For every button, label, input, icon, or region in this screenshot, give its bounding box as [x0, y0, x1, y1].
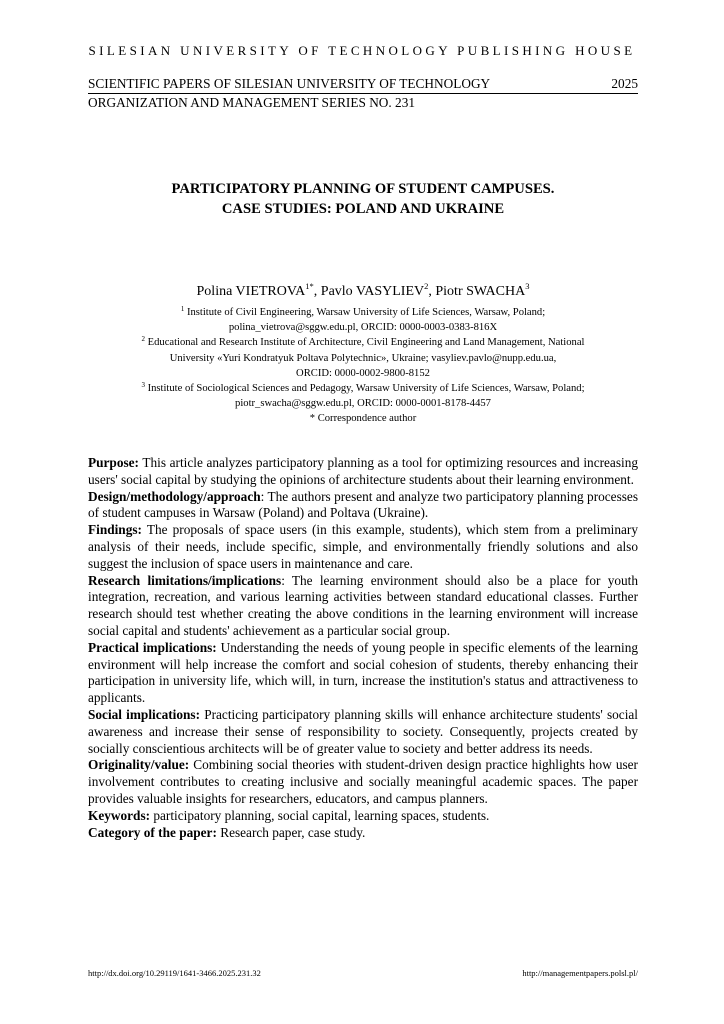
abstract-practical	[88, 640, 638, 707]
section-label: Practical implications:	[88, 639, 217, 655]
section-text: This article analyzes participatory planning as a tool for optimizing resources and increasing users' social capital by studying the opinions of architecture students about their learning environment.	[88, 455, 638, 487]
author-name: Pavlo VASYLIEV	[320, 284, 425, 299]
author-name: Polina VIETROVA	[196, 284, 306, 299]
section-text: Understanding the needs of young people in specific elements of the learning environment will help increase the comfort and social cohesion of students, thereby enhancing their participation in university life, which will, in turn, increase the institution's status and attractiveness to applicants.	[88, 639, 639, 706]
correspondence-note: * Correspondence author	[309, 413, 417, 425]
website-link[interactable]: http://managementpapers.polsl.pl/	[522, 968, 638, 978]
affiliation-text: Institute of Sociological Sciences and Pedagogy, Warsaw University of Life Sciences, Warsaw, Poland;	[147, 383, 585, 395]
author-affiliation-mark: 3	[525, 281, 530, 291]
abstract-purpose	[88, 455, 638, 489]
affiliation-text: Institute of Civil Engineering, Warsaw University of Life Sciences, Warsaw, Poland;	[186, 307, 546, 318]
section-label: Keywords:	[88, 807, 151, 823]
journal-title: SCIENTIFIC PAPERS OF SILESIAN UNIVERSITY OF TECHNOLOGY	[88, 76, 491, 91]
author-name: Piotr SWACHA	[435, 284, 526, 299]
affiliation-2-line-2: University «Yuri Kondratyuk Poltava Polytechnic», Ukraine; vasyliev.pavlo@nupp.edu.ua,	[169, 352, 557, 364]
author-affiliation-mark: 2	[424, 281, 429, 291]
affiliation-1-line	[88, 305, 638, 320]
section-label: Social implications:	[88, 706, 201, 722]
section-text: : The authors present and analyze two participatory planning processes of student campuses in Warsaw (Poland) and Poltava (Ukraine).	[88, 488, 638, 521]
affiliations	[88, 305, 638, 427]
affiliation-2-line	[88, 335, 638, 350]
page-footer	[88, 968, 638, 978]
affiliation-mark: 1	[180, 305, 185, 313]
abstract-findings	[88, 522, 638, 572]
doi-link[interactable]: http://dx.doi.org/10.29119/1641-3466.2025.231.32	[88, 968, 261, 978]
author-separator: ,	[428, 284, 436, 299]
section-label: Purpose:	[88, 455, 139, 470]
journal-header	[88, 76, 638, 94]
section-text: The proposals of space users (in this example, students), which stem from a preliminary analysis of their needs, include specific, simple, and environmentally friendly solutions and also suggest the inclusion of space users in maintenance and care.	[88, 522, 638, 571]
section-text: Practicing participatory planning skills will enhance architecture students' social awareness and increase their sense of responsibility to society. Consequently, projects created by socially conscientious architects will be of greater value to society and better address its needs.	[88, 706, 638, 756]
author-separator: ,	[313, 284, 321, 299]
title-line-1: PARTICIPATORY PLANNING OF STUDENT CAMPUSES.	[171, 181, 555, 197]
affiliation-mark: 3	[141, 381, 145, 390]
abstract-social	[88, 707, 638, 757]
affiliation-3-contact: piotr_swacha@sggw.edu.pl, ORCID: 0000-0001-8178-4457	[235, 398, 491, 410]
affiliation-1-contact: polina_vietrova@sggw.edu.pl, ORCID: 0000-0003-0383-816X	[228, 322, 498, 334]
author-affiliation-mark: 1*	[305, 281, 314, 291]
section-text: Research paper, case study.	[216, 824, 366, 840]
section-text: : The learning environment should also be a place for youth integration, recreation, and various learning activities between standard educational classes. Further research should test whether creating the above conditions in the learning environment will increase social capital and students' achievement as a particular social group.	[88, 572, 638, 638]
section-label: Findings:	[88, 522, 142, 538]
affiliation-2-contact: ORCID: 0000-0002-9800-8152	[296, 367, 430, 379]
author-list	[88, 283, 638, 301]
affiliation-mark: 2	[141, 335, 145, 344]
abstract-keywords	[88, 808, 638, 825]
publication-year: 2025	[611, 76, 638, 91]
abstract-originality	[88, 757, 638, 807]
affiliation-text: Educational and Research Institute of Architecture, Civil Engineering and Land Management, National	[147, 337, 585, 349]
section-label: Research limitations/implications	[88, 572, 282, 588]
title-line-2: CASE STUDIES: POLAND AND UKRAINE	[221, 201, 505, 217]
abstract	[88, 455, 638, 841]
series-title: ORGANIZATION AND MANAGEMENT SERIES NO. 231	[88, 95, 416, 110]
section-label: Category of the paper:	[88, 824, 217, 840]
section-text: Combining social theories with student-driven design practice highlights how user involvement contributes to creating inclusive and socially meaningful academic spaces. The paper provides valuable insights for researchers, educators, and campus planners.	[88, 757, 638, 806]
publisher-name: SILESIAN UNIVERSITY OF TECHNOLOGY PUBLISHING HOUSE	[88, 43, 636, 58]
section-text: participatory planning, social capital, learning spaces, students.	[150, 807, 490, 823]
section-label: Design/methodology/approach	[88, 488, 261, 504]
abstract-limitations	[88, 573, 638, 640]
section-label: Originality/value:	[88, 757, 190, 773]
abstract-category	[88, 825, 638, 842]
affiliation-3-line	[88, 381, 638, 396]
paper-title	[88, 179, 638, 219]
abstract-design	[88, 489, 638, 523]
